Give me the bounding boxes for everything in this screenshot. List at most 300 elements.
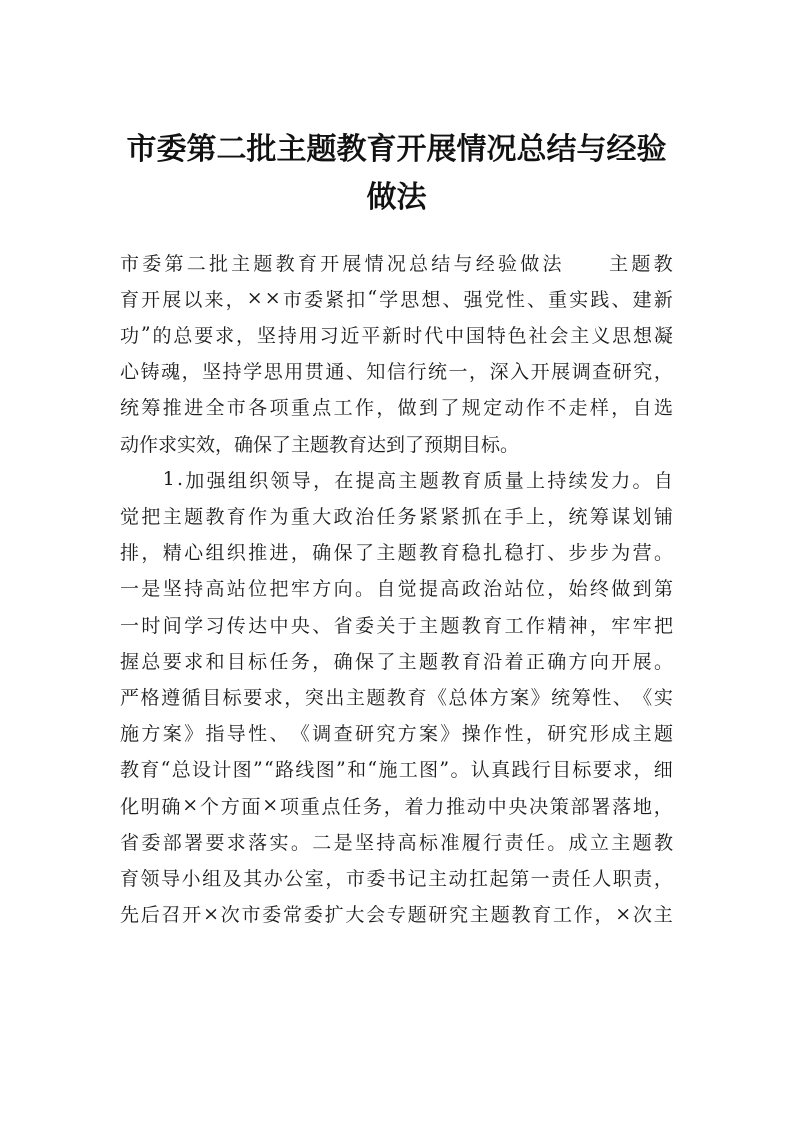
body-char: 来 [204, 288, 224, 311]
body-char: 心 [184, 542, 204, 565]
body-line [120, 896, 673, 932]
body-char: 第 [653, 578, 673, 601]
body-char: 、 [612, 686, 632, 709]
body-char: 统 [120, 397, 140, 420]
body-char: 指 [205, 723, 225, 746]
body-char: 高 [397, 831, 417, 854]
body-char: 开 [141, 288, 161, 311]
body-char: 魂 [161, 361, 181, 384]
body-char: 准 [440, 831, 460, 854]
body-char: 义 [591, 324, 611, 347]
body-char: 市 [226, 397, 246, 420]
body-char: 市 [345, 867, 365, 890]
body-char: 思 [400, 288, 420, 311]
body-char: 筹 [141, 397, 161, 420]
body-char: 为 [611, 542, 631, 565]
body-char: 研 [354, 723, 374, 746]
body-char: ， [225, 288, 245, 311]
body-char: 领 [270, 469, 290, 492]
body-char: 履 [461, 831, 481, 854]
body-char: ， [141, 542, 161, 565]
body-char: 开 [611, 650, 631, 673]
body-char: 位 [248, 578, 268, 601]
body-char: 经 [475, 252, 495, 275]
body-char: 用 [298, 324, 318, 347]
body-char: 方 [220, 795, 240, 818]
body-char: 营 [632, 542, 652, 565]
body-char: 学 [184, 614, 204, 637]
body-char: 通 [325, 361, 345, 384]
body-char: 市 [241, 904, 261, 927]
body-char: 中 [269, 614, 289, 637]
body-char: 、 [547, 542, 567, 565]
body-char: 细 [653, 759, 673, 782]
body-char: 位 [525, 578, 545, 601]
body-char: 主 [398, 469, 418, 492]
body-char: 题 [419, 469, 439, 492]
body-char: 及 [222, 867, 242, 890]
body-char: ” [253, 757, 263, 780]
body-char [565, 249, 584, 276]
body-char: 续 [568, 469, 588, 492]
body-char: 明 [140, 795, 160, 818]
body-char: 部 [570, 795, 590, 818]
body-char: 成 [611, 723, 631, 746]
body-char: 图 [315, 759, 335, 782]
body-char: 坚 [256, 324, 276, 347]
body-char: 图 [419, 759, 439, 782]
body-char: 的 [152, 324, 172, 347]
body-char: 方 [568, 650, 588, 673]
body-char: 沿 [483, 650, 503, 673]
body-char: 教 [653, 252, 673, 275]
body-char: 目 [202, 686, 222, 709]
body-char: 自 [632, 397, 652, 420]
body-char: 和 [205, 650, 225, 673]
body-char: 题 [184, 505, 204, 528]
body-char: 统 [427, 361, 447, 384]
body-char: 路 [275, 759, 295, 782]
body-char: 动 [466, 795, 486, 818]
body-char: 导 [291, 469, 311, 492]
body-char: 署 [184, 831, 204, 854]
body-char: 扣 [346, 288, 366, 311]
body-char: 教 [440, 650, 460, 673]
body-char: 作 [354, 397, 374, 420]
body-char: 把 [141, 505, 161, 528]
body-char: 规 [461, 397, 481, 420]
body-char: 要 [162, 650, 182, 673]
body-char: 量 [504, 469, 524, 492]
body-char: 织 [249, 469, 269, 492]
body-char: 《 [633, 686, 653, 709]
body-char: 图 [232, 759, 252, 782]
body-char: 求 [215, 324, 235, 347]
body-char: 责 [633, 867, 653, 890]
body-char: 导 [161, 867, 181, 890]
body-char: 牢 [611, 614, 631, 637]
body-char: 法 [542, 252, 562, 275]
body-char: 向 [333, 578, 353, 601]
body-char: 向 [589, 650, 609, 673]
body-char: “ [367, 757, 378, 780]
body-char: 导 [226, 723, 246, 746]
body-char: 统 [551, 686, 571, 709]
body-char: 育 [462, 469, 482, 492]
body-char: 党 [484, 288, 504, 311]
body-char: 持 [277, 324, 297, 347]
body-char: 性 [248, 723, 268, 746]
body-char: 室 [304, 867, 324, 890]
body-char: 心 [120, 361, 140, 384]
body-char: 提 [355, 469, 375, 492]
body-char: 题 [631, 252, 651, 275]
body-line [120, 678, 673, 714]
body-char: 紧 [440, 505, 460, 528]
body-char: 次 [220, 904, 240, 927]
body-char: 会 [549, 324, 569, 347]
body-line [120, 751, 673, 787]
body-char: 遵 [161, 686, 181, 709]
body-char: 牢 [290, 578, 310, 601]
body-char: 神 [568, 614, 588, 637]
body-char: 用 [284, 361, 304, 384]
body-char: 总 [171, 759, 191, 782]
body-char: 展 [551, 361, 571, 384]
body-char: ” [140, 323, 151, 346]
body-char: 、 [269, 723, 289, 746]
body-char: 落 [612, 795, 632, 818]
body-char: 教 [205, 505, 225, 528]
body-char: ， [284, 686, 304, 709]
body-char: 确 [161, 795, 181, 818]
body-char: 责 [551, 867, 571, 890]
body-char: 召 [161, 904, 181, 927]
body-char: 任 [376, 505, 396, 528]
body-char: 形 [589, 723, 609, 746]
body-char: 书 [386, 867, 406, 890]
body-char: 出 [325, 686, 345, 709]
body-char: 组 [202, 867, 222, 890]
body-char: “ [160, 757, 171, 780]
body-char: 政 [461, 578, 481, 601]
body-char: 小 [181, 867, 201, 890]
body-char: 委 [354, 614, 374, 637]
body-char: 查 [592, 361, 612, 384]
body-char: 铸 [140, 361, 160, 384]
body-char: 责 [504, 831, 524, 854]
body-char: 把 [269, 578, 289, 601]
body-char: 推 [446, 795, 466, 818]
body-char: 保 [333, 542, 353, 565]
body-char: 做 [397, 397, 417, 420]
body-char: 做 [520, 252, 540, 275]
body-char: 、 [312, 614, 332, 637]
body-char: 要 [205, 831, 225, 854]
body-char: 题 [632, 831, 652, 854]
body-char: 主 [653, 904, 673, 927]
body-char: 究 [633, 361, 653, 384]
body-char: 高 [205, 578, 225, 601]
body-char: 提 [419, 578, 439, 601]
body-char: 《 [290, 723, 310, 746]
body-char: 扛 [469, 867, 489, 890]
body-char: 》 [440, 723, 460, 746]
body-char: ” [439, 757, 450, 780]
body-char: 教 [440, 469, 460, 492]
body-char: 于 [397, 614, 417, 637]
body-char: 到 [632, 578, 652, 601]
body-char: 主 [611, 831, 631, 854]
body-char: 务 [363, 795, 383, 818]
body-char: 二 [186, 252, 206, 275]
body-char: 统 [568, 505, 588, 528]
body-char: 育 [461, 650, 481, 673]
body-char: 始 [568, 578, 588, 601]
body-char: 求 [226, 831, 246, 854]
body-char: 实 [569, 288, 589, 311]
body-char: 织 [226, 542, 246, 565]
body-char: 工 [552, 904, 572, 927]
body-char: 觉 [397, 578, 417, 601]
body-char: 展 [162, 288, 182, 311]
body-char: 。 [290, 831, 310, 854]
body-char: × [203, 902, 219, 925]
body-char: 立 [589, 831, 609, 854]
body-char: 委 [262, 904, 282, 927]
body-char: 求 [184, 650, 204, 673]
body-char: 》 [530, 686, 550, 709]
body-char: 主 [632, 723, 652, 746]
body-char: 次 [632, 904, 652, 927]
body-char: ， [525, 723, 545, 746]
body-char: 贯 [304, 361, 324, 384]
body-line [120, 715, 673, 751]
body-char: 排 [120, 542, 140, 565]
body-char: 在 [483, 505, 503, 528]
body-char: ， [290, 542, 310, 565]
body-char: ， [547, 505, 567, 528]
body-char: 高 [440, 578, 460, 601]
body-char: 。 [450, 759, 470, 782]
body-char: 作 [525, 397, 545, 420]
body-char: 组 [227, 469, 247, 492]
body-char: 新 [653, 288, 673, 311]
body-char: ， [383, 795, 403, 818]
body-char: 在 [334, 469, 354, 492]
body-char: 教 [511, 904, 531, 927]
body-char: 主 [397, 650, 417, 673]
body-char: 稳 [461, 542, 481, 565]
body-char: 署 [591, 795, 611, 818]
body-char: 主 [570, 324, 590, 347]
body-char: 突 [304, 686, 324, 709]
body-char: 展 [342, 252, 362, 275]
body-char: 方 [312, 578, 332, 601]
body-char: 凝 [653, 324, 673, 347]
body-char: 总 [173, 324, 193, 347]
body-char [141, 466, 160, 493]
body-char: 握 [120, 650, 140, 673]
body-char: 、 [442, 288, 462, 311]
body-char: 为 [269, 505, 289, 528]
body-char: 确 [547, 650, 567, 673]
body-char: 到 [419, 397, 439, 420]
body-char: 研 [612, 361, 632, 384]
body-char: 1 [162, 468, 175, 491]
body-char: 人 [592, 867, 612, 890]
body-char: 务 [290, 650, 310, 673]
body-char: 。 [653, 650, 673, 673]
body-line [120, 244, 673, 280]
body-char: 是 [333, 831, 353, 854]
body-line [120, 534, 673, 570]
body-char: 要 [592, 759, 612, 782]
body-char: 深 [489, 361, 509, 384]
body-char: ， [469, 361, 489, 384]
body-char: 市 [120, 252, 140, 275]
body-char: 行 [531, 759, 551, 782]
body-char: 选 [653, 397, 673, 420]
body-char: 成 [568, 831, 588, 854]
body-char: ， [589, 614, 609, 637]
body-char: 性 [505, 288, 525, 311]
body-line [120, 642, 673, 678]
body-char: 践 [590, 288, 610, 311]
body-char: 手 [504, 505, 524, 528]
body-char: 目 [226, 650, 246, 673]
body-char: 育 [297, 252, 317, 275]
body-char: 行 [483, 831, 503, 854]
body-char: 况 [386, 252, 406, 275]
body-char: 近 [340, 324, 360, 347]
body-char: . [176, 468, 184, 491]
body-char: 动 [504, 397, 524, 420]
body-char: × [182, 794, 199, 816]
body-char: 教 [386, 686, 406, 709]
body-char: 》 [184, 723, 204, 746]
body-char: 谋 [611, 505, 631, 528]
body-char: 全 [205, 397, 225, 420]
body-char: 实 [269, 831, 289, 854]
body-char: 上 [525, 505, 545, 528]
body-line [120, 389, 673, 425]
body-char: 与 [453, 252, 473, 275]
body-char: 开 [320, 252, 340, 275]
body-line [120, 787, 673, 823]
body-char: 计 [212, 759, 232, 782]
body-char: 觉 [120, 505, 140, 528]
body-char: 信 [386, 361, 406, 384]
body-char: 设 [192, 759, 212, 782]
body-char: 作 [483, 723, 503, 746]
body-char: 案 [419, 723, 439, 746]
body-char: 线 [295, 759, 315, 782]
body-char: 正 [525, 650, 545, 673]
body-char: 第 [510, 867, 530, 890]
body-char: 后 [140, 904, 160, 927]
body-char: 着 [504, 650, 524, 673]
body-char: 动 [448, 867, 468, 890]
body-char: 、 [611, 288, 631, 311]
body-char: 特 [486, 324, 506, 347]
body-char: 思 [263, 361, 283, 384]
body-char: 各 [248, 397, 268, 420]
body-char: 案 [510, 686, 530, 709]
body-char: 学 [379, 288, 399, 311]
body-char: 习 [205, 614, 225, 637]
body-char: 走 [568, 397, 588, 420]
body-char: 坚 [354, 831, 374, 854]
body-char: 学 [243, 361, 263, 384]
body-char: × [615, 902, 632, 925]
body-char: 抓 [461, 505, 481, 528]
body-char: 站 [504, 578, 524, 601]
body-char: ， [376, 397, 396, 420]
body-line [120, 280, 673, 316]
body-char: “ [264, 757, 274, 780]
body-char: 政 [333, 505, 353, 528]
body-line [120, 425, 673, 461]
body-char: 工 [504, 614, 524, 637]
body-char: 中 [487, 795, 507, 818]
body-char: 标 [572, 759, 592, 782]
body-char: 育 [440, 542, 460, 565]
body-char: ， [236, 324, 256, 347]
body-char: 案 [162, 723, 182, 746]
body-char: 题 [253, 252, 273, 275]
body-char: 行 [407, 361, 427, 384]
body-char: 了 [376, 650, 396, 673]
body-char: 重 [290, 505, 310, 528]
body-char: 步 [589, 542, 609, 565]
body-char: 验 [497, 252, 517, 275]
body-char: 地 [632, 795, 652, 818]
body-char: 色 [507, 324, 527, 347]
body-char: 委 [142, 252, 162, 275]
body-char: 重 [300, 795, 320, 818]
body-char: 功 [120, 324, 140, 347]
body-char: 格 [140, 686, 160, 709]
body-char: 育 [407, 686, 427, 709]
body-char: 题 [407, 904, 427, 927]
body-char: ， [633, 759, 653, 782]
body-char: 代 [424, 324, 444, 347]
body-char: ， [653, 361, 673, 384]
body-char: ， [547, 578, 567, 601]
body-char: 工 [398, 759, 418, 782]
body-char: 关 [376, 614, 396, 637]
body-char: ， [325, 867, 345, 890]
body-char: 总 [409, 252, 429, 275]
body-char: 第 [164, 252, 184, 275]
body-char: 会 [366, 904, 386, 927]
body-char: 实 [653, 686, 673, 709]
body-char: 育 [140, 759, 160, 782]
body-char: 项 [279, 795, 299, 818]
body-char [120, 466, 139, 493]
body-char: 化 [120, 795, 140, 818]
body-char: 高 [376, 469, 396, 492]
body-char: 自 [376, 578, 396, 601]
body-char: 先 [120, 904, 140, 927]
body-line [120, 570, 673, 606]
body-char: 究 [376, 723, 396, 746]
body-char: 保 [354, 650, 374, 673]
body-char: 情 [364, 252, 384, 275]
body-char: 作 [573, 904, 593, 927]
body-char: 育 [120, 867, 140, 890]
